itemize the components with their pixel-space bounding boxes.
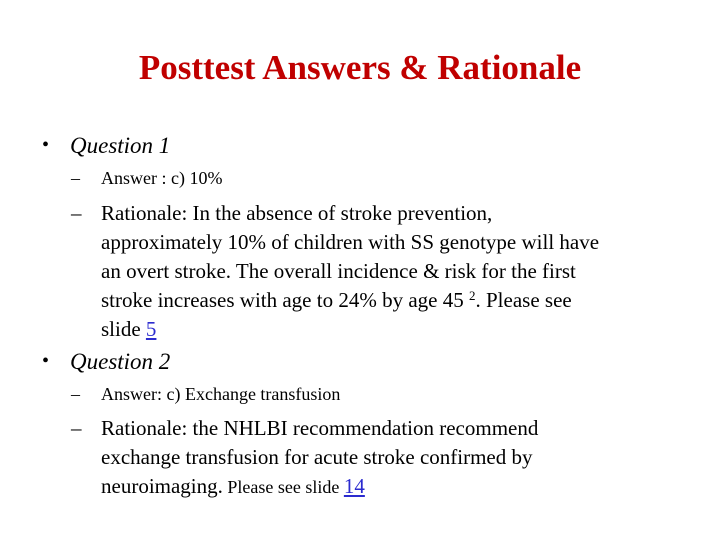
dash-icon: – [71, 201, 82, 225]
question-2-answer [71, 382, 341, 406]
rationale-line [101, 315, 599, 344]
rationale-line: an overt stroke. The overall incidence & risk for the first [101, 259, 576, 283]
rationale-text: . Please see [475, 288, 572, 312]
question-1-label: Question 1 [70, 133, 171, 158]
dash-icon: – [71, 416, 82, 440]
rationale-line [101, 286, 599, 315]
rationale-line: exchange transfusion for acute stroke confirmed by [101, 445, 533, 469]
question-1-answer-text: Answer : c) 10% [101, 168, 223, 188]
question-1-item [42, 132, 171, 160]
rationale-text: neuroimaging. [101, 474, 223, 498]
question-2-item [42, 348, 171, 376]
rationale-text: stroke increases with age to 24% by age 45 [101, 288, 469, 312]
slide-5-link[interactable]: 5 [145, 317, 157, 341]
slide-14-link[interactable]: 14 [343, 474, 365, 498]
dash-icon: – [71, 384, 80, 404]
question-1-rationale [71, 199, 600, 344]
question-2-rationale [71, 414, 539, 502]
question-2-label: Question 2 [70, 349, 171, 374]
rationale-line: approximately 10% of children with SS genotype will have [101, 230, 600, 254]
rationale-line: Rationale: In the absence of stroke prevention, [101, 201, 493, 225]
reference-superscript: 2 [468, 287, 476, 303]
rationale-line: Rationale: the NHLBI recommendation recommend [101, 416, 539, 440]
rationale-text: Please see slide [222, 477, 344, 497]
dash-icon: – [71, 168, 80, 188]
question-2-answer-text: Answer: c) Exchange transfusion [101, 384, 341, 404]
bullet-icon: • [42, 134, 50, 156]
rationale-line [101, 472, 538, 502]
rationale-text: slide [101, 317, 146, 341]
bullet-icon: • [42, 350, 50, 372]
question-1-answer [71, 166, 223, 190]
slide-title: Posttest Answers & Rationale [138, 48, 582, 87]
